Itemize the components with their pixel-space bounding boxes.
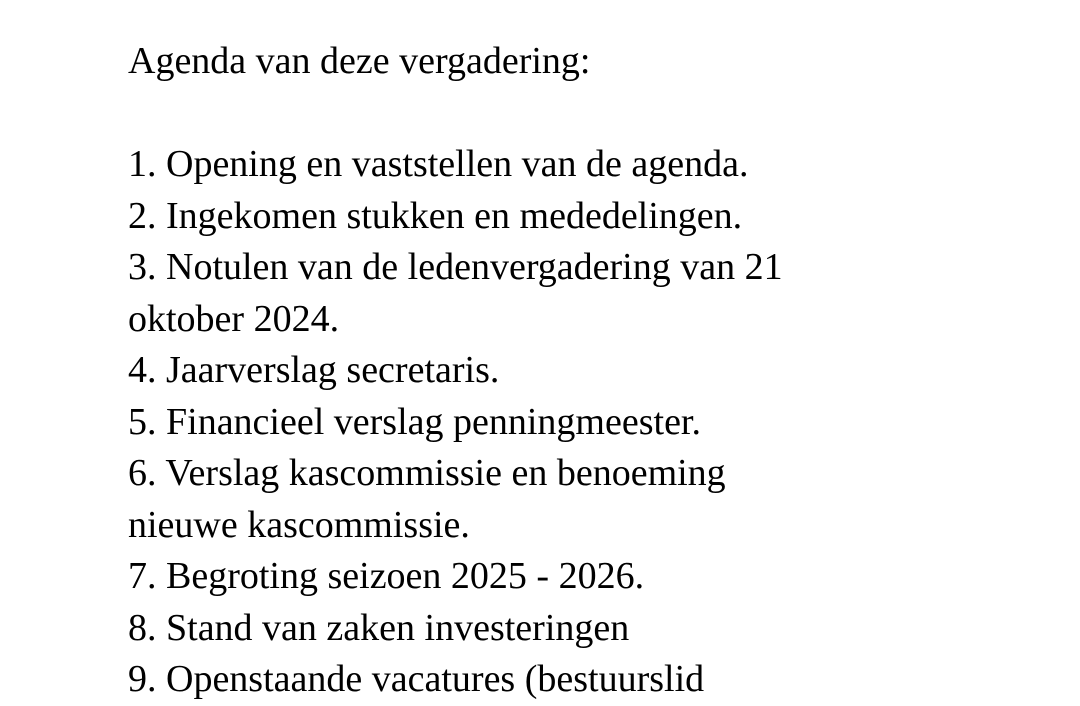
agenda-item-text-continued: nieuwe kascommissie. bbox=[128, 503, 470, 546]
agenda-item-4 bbox=[128, 345, 1028, 397]
agenda-list bbox=[128, 139, 1028, 706]
agenda-item-5 bbox=[128, 397, 1028, 449]
agenda-item-text: 2. Ingekomen stukken en mededelingen. bbox=[128, 194, 743, 237]
agenda-item-text: 8. Stand van zaken investeringen bbox=[128, 606, 630, 649]
agenda-item-text: 5. Financieel verslag penningmeester. bbox=[128, 400, 701, 443]
agenda-item-text-continued: oktober 2024. bbox=[128, 297, 340, 340]
agenda-document bbox=[128, 36, 1028, 706]
agenda-item-8 bbox=[128, 603, 1028, 655]
agenda-item-text: 1. Opening en vaststellen van de agenda. bbox=[128, 143, 749, 185]
blank-line bbox=[128, 88, 1028, 140]
agenda-item-2 bbox=[128, 191, 1028, 243]
agenda-item-3 bbox=[128, 242, 1028, 345]
agenda-item-6 bbox=[128, 448, 1028, 551]
agenda-item-7 bbox=[128, 551, 1028, 603]
agenda-item-text: 3. Notulen van de ledenvergadering van 21 bbox=[128, 246, 783, 288]
agenda-item-text: 9. Openstaande vacatures (bestuurslid bbox=[128, 658, 705, 700]
agenda-item-text: 6. Verslag kascommissie en benoeming bbox=[128, 452, 726, 494]
agenda-heading: Agenda van deze vergadering: bbox=[128, 40, 591, 82]
agenda-item-text: 7. Begroting seizoen 2025 - 2026. bbox=[128, 555, 645, 597]
agenda-item-9 bbox=[128, 654, 1028, 706]
agenda-item-1 bbox=[128, 139, 1028, 191]
agenda-item-text: 4. Jaarverslag secretaris. bbox=[128, 349, 500, 391]
